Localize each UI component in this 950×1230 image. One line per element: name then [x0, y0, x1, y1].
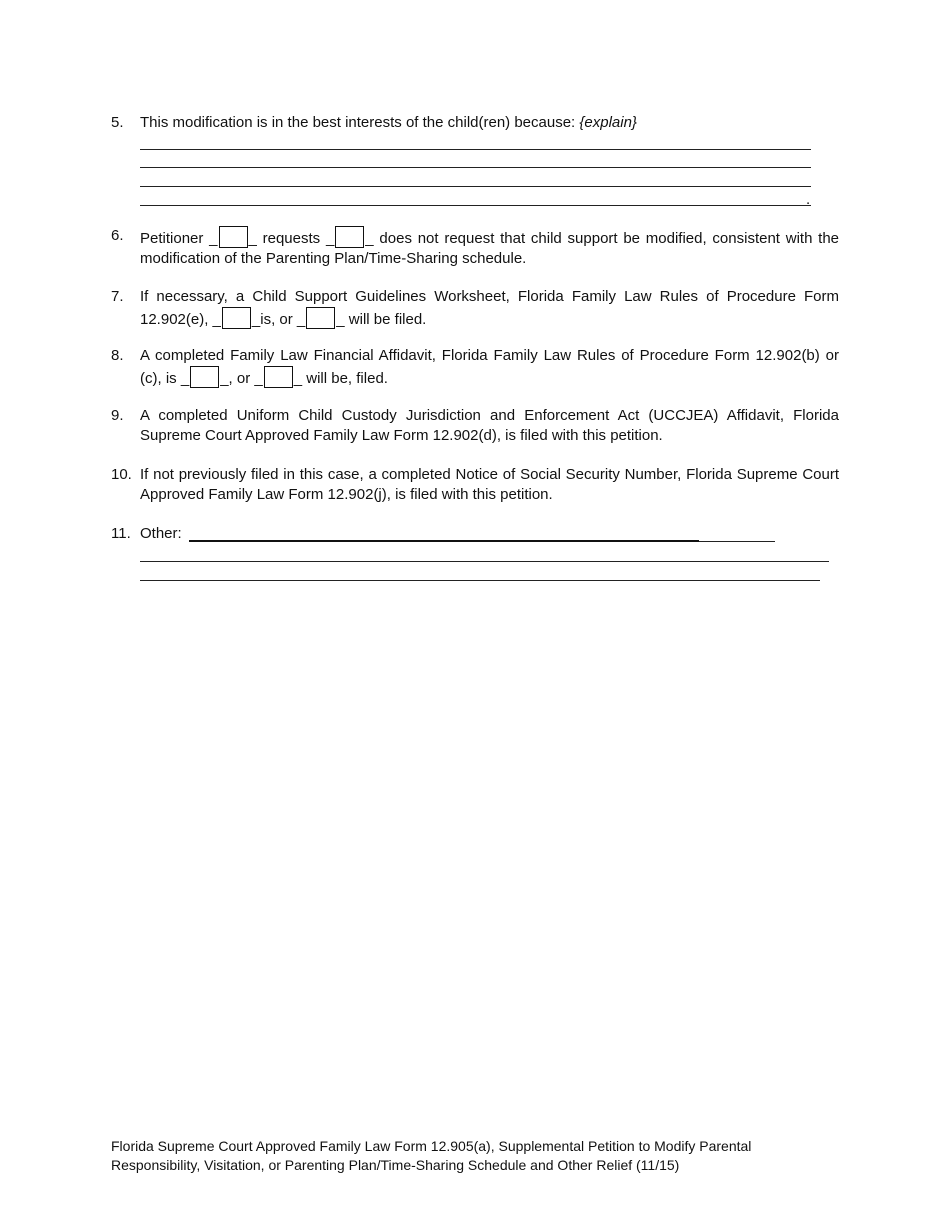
does-not-request-checkbox[interactable] [335, 226, 364, 248]
item-7-text-2: is, or [260, 311, 293, 328]
item-8-text-2: , or [228, 370, 251, 387]
worksheet-is-checkbox[interactable] [222, 307, 251, 329]
item-number: 8. [111, 347, 124, 364]
item-number: 11. [111, 525, 131, 542]
item-number: 9. [111, 407, 124, 424]
affidavit-will-be-checkbox[interactable] [264, 366, 293, 388]
other-field-line-2[interactable] [140, 561, 829, 562]
item-number: 7. [111, 288, 124, 305]
explain-end-mark: . [806, 191, 811, 208]
item-7-text-1: If necessary, a Child Support Guidelines Worksheet, Florida Family Law Rules of Procedure Form 12.902(e), [140, 288, 839, 328]
item-9-text: A completed Uniform Child Custody Jurisdiction and Enforcement Act (UCCJEA) Affidavit, Florida Supreme Court Approved Family Law Form 12.902(d), is filed with this petition. [140, 407, 839, 444]
item-8-text-3: will be, filed. [306, 370, 388, 387]
other-field-line-1[interactable] [189, 540, 699, 542]
item-6-text-1: Petitioner [140, 230, 204, 247]
item-number: 5. [111, 114, 124, 131]
item-8-text-1: A completed Family Law Financial Affidavit, Florida Family Law Rules of Procedure Form 12.902(b) or (c), is [140, 347, 839, 387]
explain-line-1[interactable] [140, 149, 811, 150]
item-number: 6. [111, 227, 124, 244]
footer-line-1: Florida Supreme Court Approved Family Law Form 12.905(a), Supplemental Petition to Modify Parental [111, 1138, 752, 1154]
explain-line-4[interactable] [140, 205, 811, 206]
item-number: 10. [111, 466, 132, 483]
item-10-text: If not previously filed in this case, a completed Notice of Social Security Number, Florida Supreme Court Approved Family Law Form 12.902(j), is filed with this petition. [140, 466, 839, 503]
item-6-text-3: does not request that child support be modified, consistent with the modification of the Parenting Plan/Time-Sharing schedule. [140, 230, 840, 267]
item-7-text-3: will be filed. [348, 311, 427, 328]
item-9 [111, 406, 839, 446]
requests-checkbox[interactable] [219, 226, 248, 248]
item-10 [111, 465, 839, 505]
explain-line-3[interactable] [140, 186, 811, 187]
item-8: 8. A completed Family Law Financial Affidavit, Florida Family Law Rules of Procedure Form 12.902(b) or (c), is _ _, or _ _ will be, filed. [111, 347, 839, 387]
explain-hint: {explain} [579, 114, 637, 131]
form-footer [111, 1137, 831, 1175]
worksheet-will-be-checkbox[interactable] [306, 307, 335, 329]
item-5 [111, 113, 839, 133]
item-6: 6. Petitioner _ _ requests _ _ does not request that child support be modified, consistent with the modification of the Parenting Plan/Time-Sharing schedule. [111, 227, 840, 267]
item-6-text-2: requests [262, 230, 321, 247]
item-5-text: This modification is in the best interests of the child(ren) because: [140, 114, 576, 131]
footer-line-2: Responsibility, Visitation, or Parenting Plan/Time-Sharing Schedule and Other Relief (11/15) [111, 1157, 680, 1173]
affidavit-is-checkbox[interactable] [190, 366, 219, 388]
item-7: 7. If necessary, a Child Support Guidelines Worksheet, Florida Family Law Rules of Procedure Form 12.902(e), _ _is, or _ _ will be filed. [111, 288, 839, 328]
other-label: Other: [140, 525, 182, 542]
other-field-line-1-ext [699, 541, 775, 542]
other-field-line-3[interactable] [140, 580, 820, 581]
explain-line-2[interactable] [140, 167, 811, 168]
